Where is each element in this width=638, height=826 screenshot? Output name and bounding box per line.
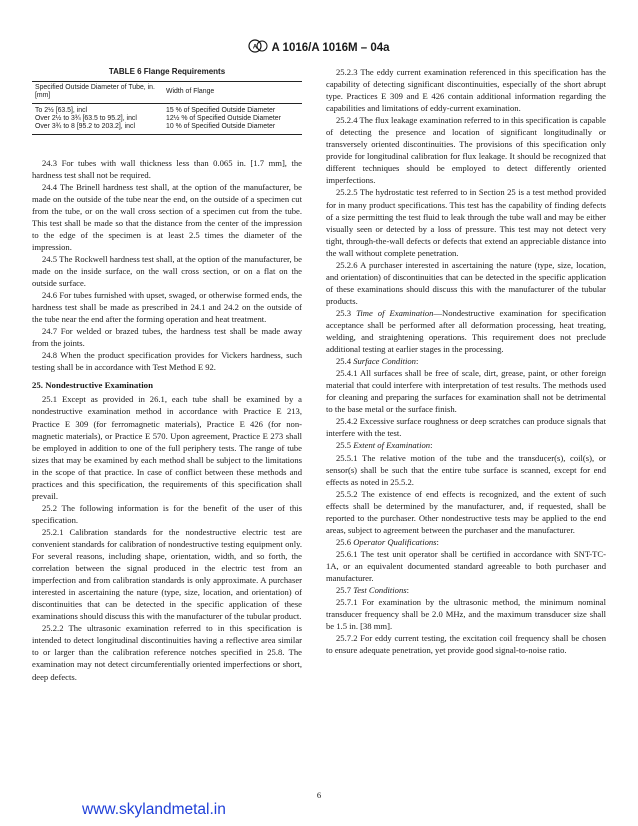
- flange-table: [32, 81, 302, 134]
- paragraph-24-7: 24.7 For welded or brazed tubes, the hardness test shall be made away from the joints.: [32, 326, 302, 349]
- svg-text:A: A: [253, 44, 258, 51]
- paragraph-24-8: 24.8 When the product specification provides for Vickers hardness, such testing shall be in accordance with Test Method E 92.: [32, 350, 302, 373]
- table-title: TABLE 6 Flange Requirements: [108, 67, 226, 76]
- paragraph-25-5-2: 25.5.2 The existence of end effects is recognized, and the extent of such effects shall be determined by the manufacturer, and, if requested, shall be reported to the purchaser. Other nondestructive tests may be applied to the end areas, subject to agreement between the purchaser and the manufacturer.: [326, 488, 606, 535]
- paragraph-25-3: [326, 307, 606, 355]
- clause-number: 25.6: [336, 536, 352, 547]
- paragraph-25-7: 25.7 Test Conditions:: [336, 585, 410, 596]
- table-header-width: Width of Flange: [163, 82, 302, 104]
- clause-number: 25.3: [336, 307, 352, 318]
- table-cell: 10 % of Specified Outside Diameter: [163, 123, 302, 134]
- clause-number: 25.4: [336, 356, 352, 367]
- table-row: [32, 115, 302, 123]
- paragraph-25-2: 25.2 The following information is for the benefit of the user of this specification.: [32, 502, 302, 525]
- paragraph-25-6-1: 25.6.1 The test unit operator shall be certified in accordance with SNT-TC-1A, or an equivalent documented standard agreeable to both purchaser and manufacturer.: [326, 548, 606, 583]
- table-row: [32, 103, 302, 115]
- right-column: [326, 66, 606, 656]
- table-row: [32, 123, 302, 134]
- paragraph-25-1: 25.1 Except as provided in 26.1, each tube shall be examined by a nondestructive examination method in accordance with Practice E 213, Practice E 309 (for ferromagnetic materials), Practice E 426 (for non-magnetic materials), or Practice E 570. Upon agreement, Practice E 273 shall be employed in addition to one of the full periphery tests. The range of tube sizes that may be examined by each method shall be subject to the limitations in the scope of that practice. In case of conflict between these methods and practices and this specification, the requirements of this specification shall prevail.: [32, 394, 302, 501]
- paragraph-25-7-1: 25.7.1 For examination by the ultrasonic method, the minimum nominal transducer frequency shall be 2.0 MHz, and the maximum transducer size shall be 1.5 in. [38 mm].: [326, 597, 606, 632]
- table-cell: Over 2½ to 3¾ [63.5 to 95.2], incl: [35, 114, 137, 122]
- designation: A 1016/A 1016M – 04a: [271, 42, 390, 54]
- clause-title: Extent of Examination: [353, 440, 431, 451]
- table-cell: 12½ % of Specified Outside Diameter: [166, 114, 281, 122]
- paragraph-25-2-6: 25.2.6 A purchaser interested in ascertaining the nature (type, size, location, and orientation) of discontinuities that can be detected in the specific application of these examinations should discuss this with the manufacturer of the tubular products.: [326, 259, 606, 306]
- left-column: [32, 66, 302, 683]
- paragraph-25-2-1: 25.2.1 Calibration standards for the nondestructive electric test are convenient standards for calibration of nondestructive testing equipment only. For several reasons, including shape, orientation, width, and so forth, the correlation between the signal produced in the electric test from an imperfection and from calibration standards is only approximate. A purchaser interested in ascertaining the nature (type, size, location, and orientation) of discontinuities that can be detected in the specific application of these examinations should discuss this with the manufacturer of the tubular product.: [32, 526, 302, 622]
- watermark-link[interactable]: www.skylandmetal.in: [82, 801, 226, 818]
- astm-logo-icon: [248, 39, 268, 53]
- table-cell: Over 3¾ to 8 [95.2 to 203.2], incl: [32, 123, 163, 134]
- clause-text: —Nondestructive examination for specification acceptance shall be performed after all deformation processing, heat treating, welding, and straightening operations. This requirement does not preclude additional testing at earlier stages in the processing.: [326, 307, 606, 355]
- page-header: [0, 39, 638, 54]
- paragraph-24-3: 24.3 For tubes with wall thickness less than 0.065 in. [1.7 mm], the hardness test shall not be required.: [32, 157, 302, 180]
- paragraph-25-2-4: 25.2.4 The flux leakage examination referred to in this specification is capable of detecting the presence and location of significant longitudinally or transversely oriented discontinuities. The provisions of this specification only provide for longitudinal calibration for flux leakage. It should be recognized that different techniques should be employed to detect differently oriented imperfections.: [326, 115, 606, 186]
- paragraph-25-5-1: 25.5.1 The relative motion of the tube and the transducer(s), coil(s), or sensor(s) shall be such that the entire tube surface is scanned, except for end effects as noted in 25.5.2.: [326, 452, 606, 487]
- clause-title: Operator Qualifications: [353, 536, 437, 547]
- paragraph-24-4: 24.4 The Brinell hardness test shall, at the option of the manufacturer, be made on the outside of the tube near the end, on the outside of a specimen cut from the tube, or on the wall cross section of a specimen cut from the tube. This test shall be made so that the distance from the center of the impression to the edge of the specimen is at least 2.5 times the diameter of the impression.: [32, 181, 302, 252]
- paragraph-25-5: 25.5 Extent of Examination:: [336, 440, 433, 451]
- page-number: 6: [316, 790, 322, 800]
- paragraph-25-4-2: 25.4.2 Excessive surface roughness or deep scratches can produce signals that interfere with the test.: [326, 416, 606, 439]
- clause-number: 25.5: [336, 440, 352, 451]
- paragraph-25-2-3: 25.2.3 The eddy current examination referenced in this specification has the capability of detecting significant discontinuities, especially of the short abrupt type. Practices E 309 and E 426 contain additional information regarding the capabilities and limitations of eddy-current examination.: [326, 67, 606, 114]
- paragraph-25-2-5: 25.2.5 The hydrostatic test referred to in Section 25 is a test method provided for in many product specifications. This test has the capability of finding defects of a size permitting the test fluid to leak through the tube wall and may be either visually seen or detected by a loss of pressure. This test may not detect very tight, through-the-wall defects or defects that extend an appreciable distance into the wall without complete penetration.: [326, 187, 606, 258]
- paragraph-25-2-2: 25.2.2 The ultrasonic examination referred to in this specification is intended to detect longitudinal discontinuities having a reflective area similar to or larger than the calibration reference notches specified in 25.8. The examination may not detect circumferentially oriented imperfections or short, deep defects.: [32, 623, 302, 682]
- paragraph-24-5: 24.5 The Rockwell hardness test shall, at the option of the manufacturer, be made on the inside surface, on the wall cross section, or on a flat on the outside surface.: [32, 253, 302, 288]
- clause-number: 25.7: [336, 585, 352, 596]
- table-header-od: Specified Outside Diameter of Tube, in. [mm]: [32, 82, 163, 104]
- clause-title: Surface Condition: [353, 356, 416, 367]
- paragraph-25-7-2: 25.7.2 For eddy current testing, the excitation coil frequency shall be chosen to ensure adequate penetration, yet provide good signal-to-noise ratio.: [326, 633, 606, 656]
- section-heading-25: 25. Nondestructive Examination: [32, 380, 153, 391]
- paragraph-24-6: 24.6 For tubes furnished with upset, swaged, or otherwise formed ends, the hardness test shall be made as prescribed in 24.1 and 24.2 on the outside of the tube near the end after the forming operation and heat treatment.: [32, 290, 302, 325]
- paragraph-25-6: 25.6 Operator Qualifications:: [336, 536, 439, 547]
- table-cell: 15 % of Specified Outside Diameter: [166, 106, 276, 114]
- paragraph-25-4-1: 25.4.1 All surfaces shall be free of scale, dirt, grease, paint, or other foreign material that could interfere with interpretation of test results. The methods used for cleaning and preparing the surfaces for examination shall not be detrimental to the base metal or the surface finish.: [326, 368, 606, 415]
- table-cell: To 2½ [63.5], incl: [35, 106, 88, 114]
- paragraph-25-4: 25.4 Surface Condition:: [336, 356, 419, 367]
- clause-title: Time of Examination: [356, 307, 434, 318]
- clause-title: Test Conditions: [353, 585, 407, 596]
